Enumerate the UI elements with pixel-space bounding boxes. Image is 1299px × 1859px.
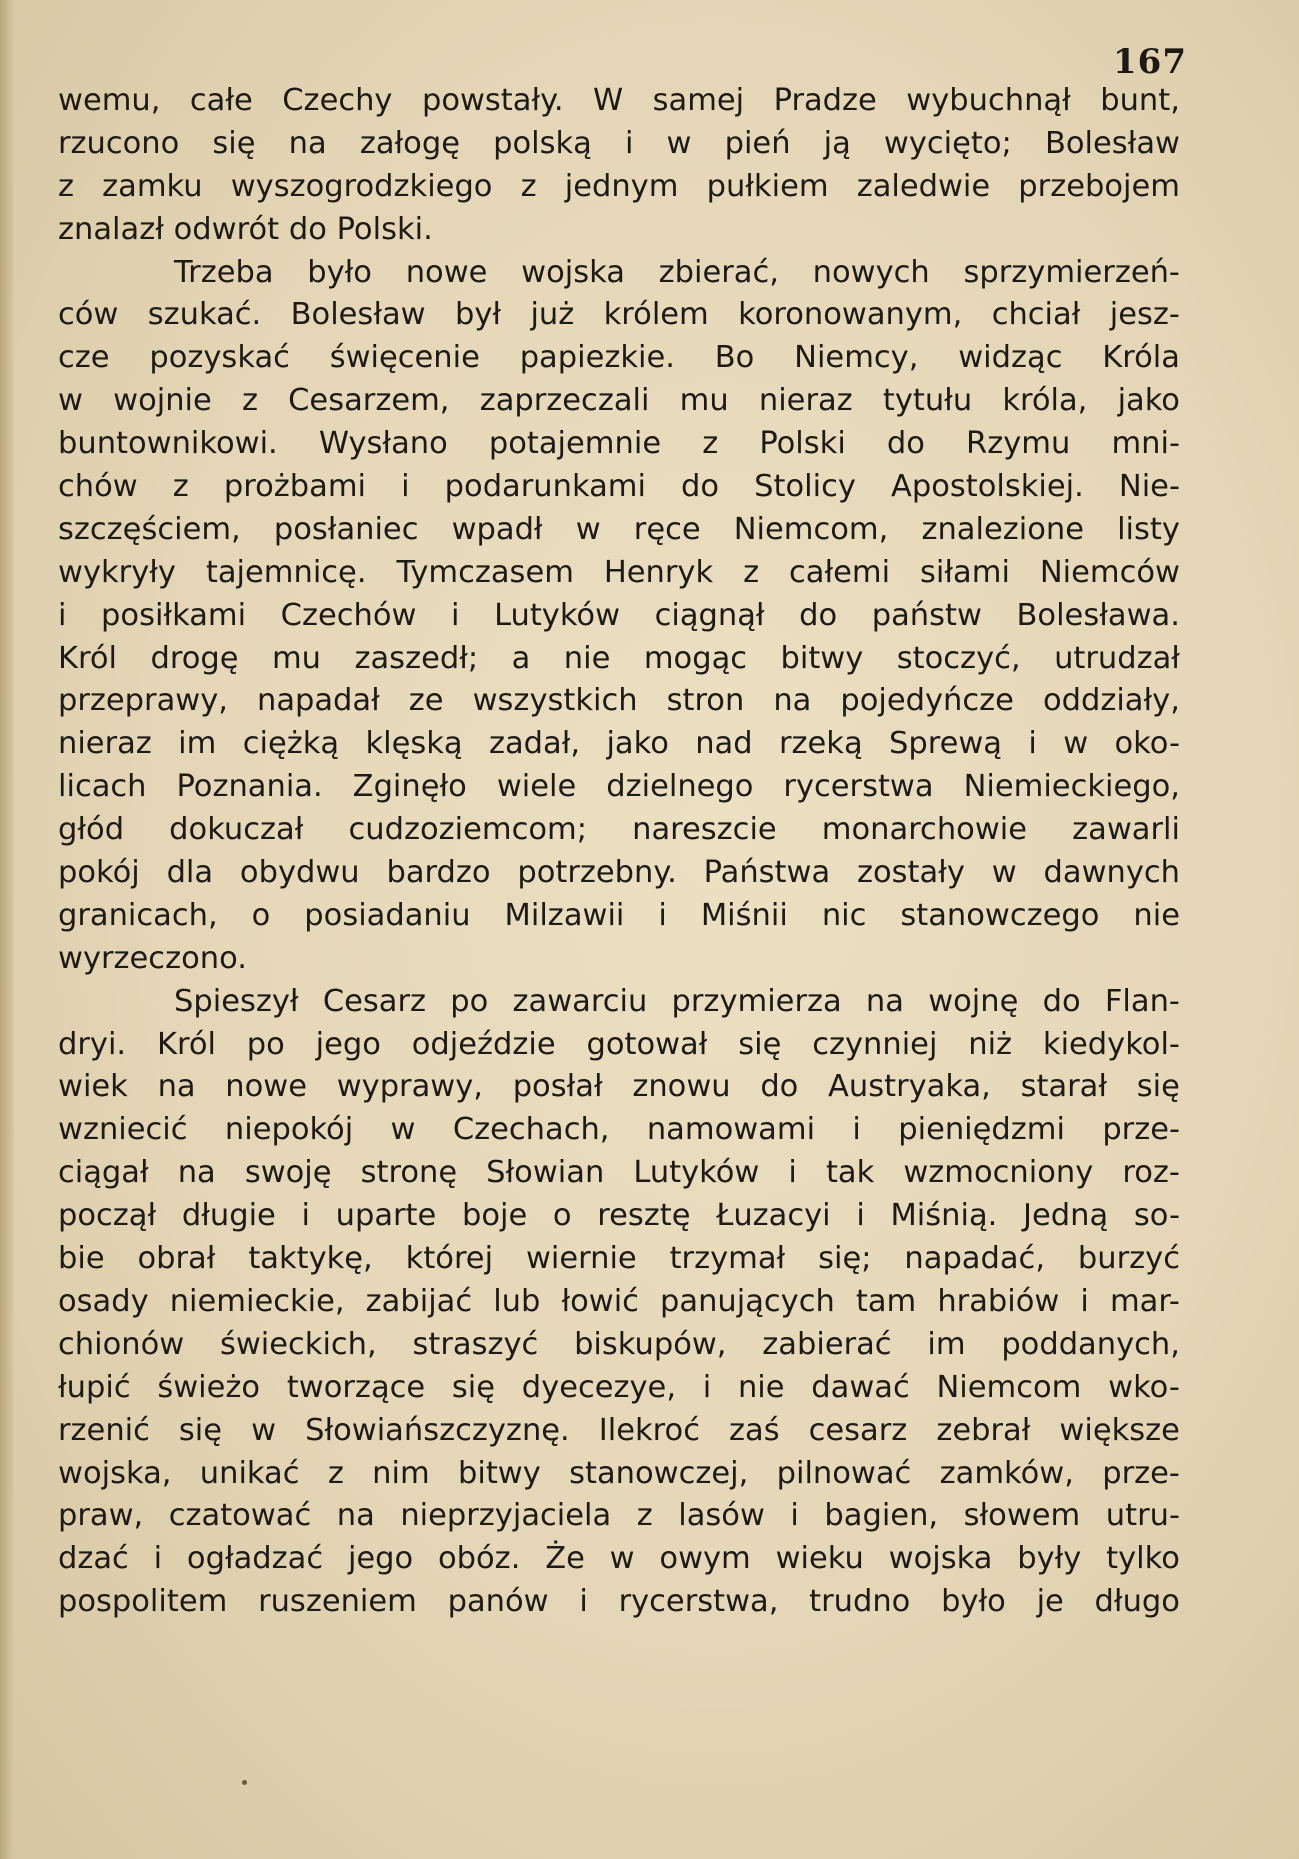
page-number: 167	[1113, 42, 1187, 82]
text-line: rzenić się w Słowiańszczyznę. Ilekroć zaś cesarz zebrał większe	[58, 1412, 1180, 1448]
text-line: granicach, o posiadaniu Milzawii i Miśnii nic stanowczego nie	[58, 897, 1180, 933]
text-line: licach Poznania. Zginęło wiele dzielnego rycerstwa Niemieckiego,	[58, 769, 1180, 805]
text-line: Król drogę mu zaszedł; a nie mogąc bitwy stoczyć, utrudzał	[58, 640, 1180, 676]
text-line: Spieszył Cesarz po zawarciu przymierza na wojnę do Flan-	[174, 983, 1180, 1019]
text-line: Trzeba było nowe wojska zbierać, nowych sprzymierzeń-	[174, 254, 1180, 290]
text-line: buntownikowi. Wysłano potajemnie z Polski do Rzymu mni-	[58, 426, 1180, 462]
text-line: dryi. Król po jego odjeździe gotował się czynniej niż kiedykol-	[58, 1026, 1180, 1062]
text-line: ców szukać. Bolesław był już królem koronowanym, chciał jesz-	[58, 297, 1180, 333]
text-line: rzucono się na załogę polską i w pień ją wycięto; Bolesław	[58, 125, 1180, 161]
text-line: z zamku wyszogrodzkiego z jednym pułkiem zaledwie przebojem	[58, 168, 1180, 204]
text-line: wiek na nowe wyprawy, posłał znowu do Austryaka, starał się	[58, 1069, 1180, 1105]
text-line: ciągał na swoję stronę Słowian Lutyków i tak wzmocniony roz-	[58, 1155, 1180, 1191]
text-line: chionów świeckich, straszyć biskupów, zabierać im poddanych,	[58, 1326, 1180, 1362]
body-text	[58, 80, 1180, 1624]
paragraph	[58, 252, 1180, 981]
paragraph	[58, 981, 1180, 1624]
text-line: pokój dla obydwu bardzo potrzebny. Państwa zostały w dawnych	[58, 855, 1180, 891]
text-line: cze pozyskać święcenie papiezkie. Bo Niemcy, widząc Króla	[58, 340, 1180, 376]
text-line: bie obrał taktykę, której wiernie trzymał się; napadać, burzyć	[58, 1241, 1180, 1277]
text-line: wzniecić niepokój w Czechach, namowami i pieniędzmi prze-	[58, 1112, 1180, 1148]
text-line: i posiłkami Czechów i Lutyków ciągnął do państw Bolesława.	[58, 597, 1180, 633]
paper-speck	[242, 1780, 247, 1785]
text-line: szczęściem, posłaniec wpadł w ręce Niemcom, znalezione listy	[58, 511, 1180, 547]
text-line: wykryły tajemnicę. Tymczasem Henryk z całemi siłami Niemców	[58, 554, 1180, 590]
text-line: łupić świeżo tworzące się dyecezye, i nie dawać Niemcom wko-	[58, 1369, 1180, 1405]
text-line: wojska, unikać z nim bitwy stanowczej, pilnować zamków, prze-	[58, 1455, 1180, 1491]
page-binding-edge	[0, 0, 14, 1859]
text-line: wyrzeczono.	[58, 940, 247, 976]
text-line: w wojnie z Cesarzem, zaprzeczali mu nieraz tytułu króla, jako	[58, 383, 1180, 419]
text-line: osady niemieckie, zabijać lub łowić panujących tam hrabiów i mar-	[58, 1283, 1180, 1319]
text-line: chów z prożbami i podarunkami do Stolicy Apostolskiej. Nie-	[58, 469, 1180, 505]
text-line: nieraz im ciężką klęską zadał, jako nad rzeką Sprewą i w oko-	[58, 726, 1180, 762]
text-line: przeprawy, napadał ze wszystkich stron na pojedyńcze oddziały,	[58, 683, 1180, 719]
paragraph	[58, 80, 1180, 252]
text-line: począł długie i uparte boje o resztę Łuzacyi i Miśnią. Jedną so-	[58, 1198, 1180, 1234]
text-line: dzać i ogładzać jego obóz. Że w owym wieku wojska były tylko	[58, 1541, 1180, 1577]
text-line: znalazł odwrót do Polski.	[58, 211, 433, 247]
text-line: praw, czatować na nieprzyjaciela z lasów i bagien, słowem utru-	[58, 1498, 1180, 1534]
text-line: głód dokuczał cudzoziemcom; nareszcie monarchowie zawarli	[58, 812, 1180, 848]
text-line: wemu, całe Czechy powstały. W samej Pradze wybuchnął bunt,	[58, 83, 1180, 118]
text-line: pospolitem ruszeniem panów i rycerstwa, trudno było je długo	[58, 1584, 1180, 1620]
